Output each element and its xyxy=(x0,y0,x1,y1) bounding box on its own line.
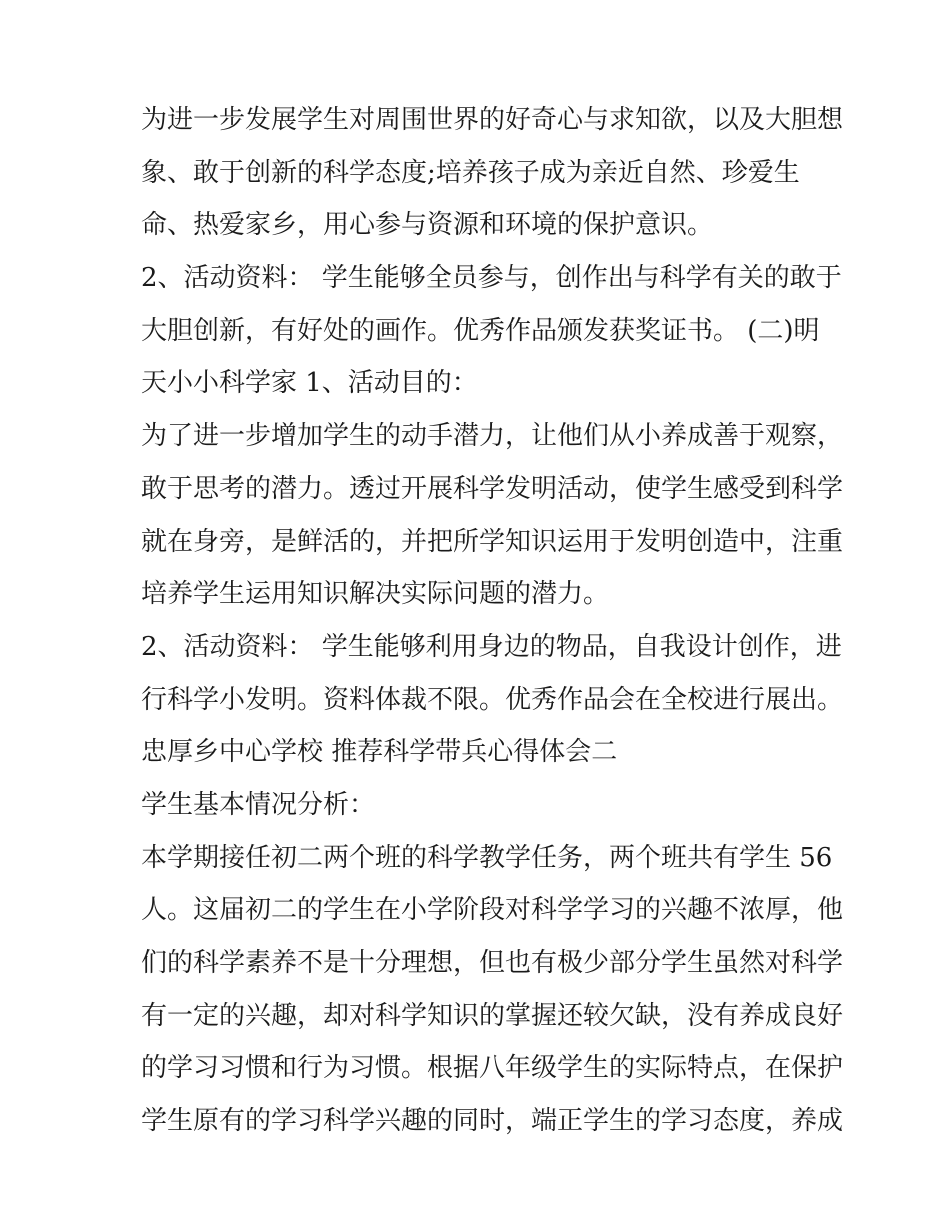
text-line: 的学习习惯和行为习惯。根据八年级学生的实际特点，在保护 xyxy=(141,1053,844,1084)
text-line: 命、热爱家乡，用心参与资源和环境的保护意识。 xyxy=(141,210,714,241)
document-body xyxy=(141,105,844,1161)
text-line: 学生原有的学习科学兴趣的同时，端正学生的学习态度，养成 xyxy=(141,1106,844,1137)
text-line: 就在身旁，是鲜活的，并把所学知识运用于发明创造中，注重 xyxy=(141,526,844,557)
text-line: 人。这届初二的学生在小学阶段对科学学习的兴趣不浓厚，他 xyxy=(141,895,844,926)
text-line: 天小小科学家 1、活动目的： xyxy=(141,368,478,399)
text-line: 敢于思考的潜力。透过开展科学发明活动，使学生感受到科学 xyxy=(141,473,844,504)
text-line: 为了进一步增加学生的动手潜力，让他们从小养成善于观察， xyxy=(141,421,844,452)
text-line: 大胆创新，有好处的画作。优秀作品颁发获奖证书。 (二)明 xyxy=(141,315,820,346)
text-line: 2、活动资料： 学生能够全员参与，创作出与科学有关的敢于 xyxy=(141,263,842,294)
text-line: 2、活动资料： 学生能够利用身边的物品，自我设计创作，进 xyxy=(141,631,842,662)
text-line: 行科学小发明。资料体裁不限。优秀作品会在全校进行展出。 xyxy=(141,684,844,715)
text-line: 们的科学素养不是十分理想，但也有极少部分学生虽然对科学 xyxy=(141,948,844,978)
text-line: 培养学生运用知识解决实际问题的潜力。 xyxy=(141,579,610,610)
text-line: 忠厚乡中心学校 推荐科学带兵心得体会二 xyxy=(141,737,618,768)
text-line: 为进一步发展学生对周围世界的好奇心与求知欲，以及大胆想 xyxy=(141,105,844,135)
text-line: 有一定的兴趣，却对科学知识的掌握还较欠缺，没有养成良好 xyxy=(141,1000,844,1031)
text-line: 本学期接任初二两个班的科学教学任务，两个班共有学生 56 xyxy=(141,842,833,873)
text-line: 象、敢于创新的科学态度;培养孩子成为亲近自然、珍爱生 xyxy=(141,157,800,188)
text-line: 学生基本情况分析： xyxy=(141,789,376,820)
